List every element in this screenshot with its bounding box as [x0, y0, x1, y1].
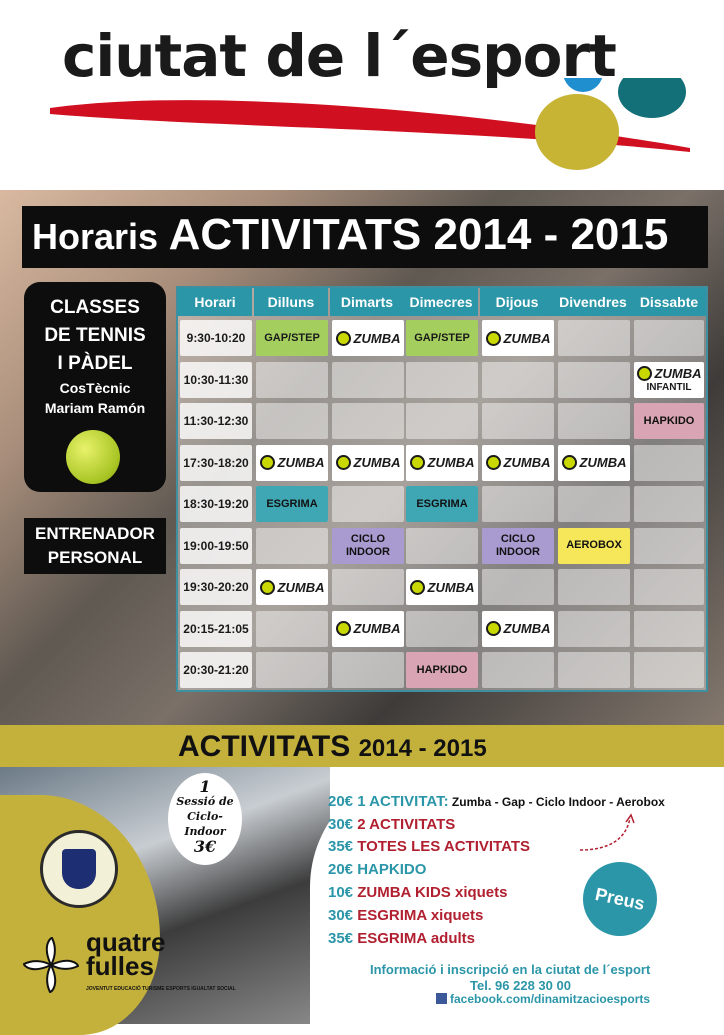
time-slot: 9:30-10:20 — [180, 320, 252, 356]
facebook-icon — [436, 993, 447, 1004]
activity-zumba — [256, 445, 328, 481]
header-dimecres: Dimecres — [404, 288, 478, 316]
schedule-cell — [332, 362, 404, 398]
time-slot: 10:30-11:30 — [180, 362, 252, 398]
header-dilluns: Dilluns — [254, 288, 328, 316]
header-dijous: Dijous — [480, 288, 554, 316]
price-row — [328, 816, 455, 833]
price-amount: 35€ — [328, 930, 358, 947]
price-amount: 10€ — [328, 884, 358, 901]
schedule-cell — [558, 611, 630, 647]
schedule-cell — [634, 652, 704, 688]
schedule-cell — [332, 652, 404, 688]
band-years: 2014 - 2015 — [358, 735, 487, 762]
page-title — [32, 210, 668, 260]
info-facebook[interactable]: facebook.com/dinamitzacioesports — [450, 992, 651, 1006]
quatre-line-2: fulles — [86, 951, 154, 981]
zumba-label: ZUMBA — [503, 330, 551, 346]
time-slot: 20:15-21:05 — [180, 611, 252, 647]
schedule-cell — [406, 528, 478, 564]
zumba-infantil-label: INFANTIL — [646, 381, 692, 393]
zumba-label: ZUMBA — [427, 455, 475, 470]
price-extra: Zumba - Gap - Ciclo Indoor - Aerobox — [448, 795, 665, 809]
trainer-line-1: ENTRENADOR — [35, 524, 155, 543]
activity-gap-step: GAP/STEP — [256, 320, 328, 356]
flower-logo-icon — [22, 936, 80, 994]
schedule-cell — [634, 528, 704, 564]
tennis-line-5: Mariam Ramón — [44, 400, 146, 416]
schedule-cell — [558, 486, 630, 522]
schedule-cell — [634, 611, 704, 647]
preus-badge: Preus — [576, 855, 664, 943]
logo-text: ciutat de l´esport — [62, 22, 616, 90]
activity-esgrima: ESGRIMA — [256, 486, 328, 522]
arrow-icon — [578, 812, 638, 856]
sessio-badge — [168, 773, 242, 865]
price-label: ESGRIMA xiquets — [357, 907, 484, 924]
price-row — [328, 930, 475, 947]
price-amount: 30€ — [328, 907, 358, 924]
zumba-logo-icon — [637, 366, 652, 381]
schedule-cell — [558, 320, 630, 356]
schedule-cell — [482, 569, 554, 605]
schedule-cell — [256, 403, 328, 439]
quatre-subtitle: JOVENTUT EDUCACIÓ TURISME ESPORTS IGUALTAT SOCIAL — [86, 986, 236, 992]
zumba-label: ZUMBA — [503, 621, 551, 636]
price-row — [328, 884, 508, 901]
schedule-cell — [256, 362, 328, 398]
schedule-cell — [482, 403, 554, 439]
price-amount: 30€ — [328, 816, 358, 833]
tennis-line-4: CosTècnic — [59, 380, 131, 396]
tennis-line-1: CLASSES — [50, 297, 140, 318]
title-main: ACTIVITATS — [168, 210, 422, 259]
activity-zumba — [406, 569, 478, 605]
zumba-logo-icon — [410, 455, 425, 470]
info-line-1: Informació i inscripció en la ciutat de l´esport — [370, 962, 651, 977]
activity-aerobox: AEROBOX — [558, 528, 630, 564]
zumba-label: ZUMBA — [353, 330, 401, 346]
activity-zumba — [332, 320, 404, 356]
time-slot: 17:30-18:20 — [180, 445, 252, 481]
quatre-line-1: quatre — [86, 927, 166, 957]
price-row — [328, 861, 426, 878]
schedule-cell — [558, 403, 630, 439]
time-slot: 11:30-12:30 — [180, 403, 252, 439]
time-slot: 19:30-20:20 — [180, 569, 252, 605]
zumba-label: ZUMBA — [353, 621, 401, 636]
activity-zumba — [332, 445, 404, 481]
info-phone: Tel. 96 228 30 00 — [470, 978, 571, 993]
activity-zumba — [482, 320, 554, 356]
price-label: ESGRIMA adults — [357, 930, 475, 947]
schedule-cell — [406, 362, 478, 398]
sessio-price: 3€ — [193, 837, 217, 856]
schedule-cell — [634, 486, 704, 522]
activity-esgrima: ESGRIMA — [406, 486, 478, 522]
zumba-label: ZUMBA — [353, 455, 401, 470]
time-slot: 20:30-21:20 — [180, 652, 252, 688]
zumba-logo-icon — [260, 455, 275, 470]
time-slot: 18:30-19:20 — [180, 486, 252, 522]
zumba-label: ZUMBA — [427, 579, 475, 595]
sessio-line-2: Ciclo-Indoor — [184, 810, 226, 838]
schedule-cell — [256, 652, 328, 688]
coat-of-arms-icon — [62, 849, 96, 889]
zumba-label: ZUMBA — [579, 455, 627, 470]
price-row — [328, 793, 665, 810]
activity-zumba — [332, 611, 404, 647]
zumba-label: ZUMBA — [654, 365, 702, 381]
zumba-logo-icon — [562, 455, 577, 470]
tennis-ball-icon — [66, 430, 120, 484]
activity-gap-step: GAP/STEP — [406, 320, 478, 356]
price-amount: 20€ — [328, 793, 358, 810]
zumba-label: ZUMBA — [277, 579, 325, 595]
zumba-logo-icon — [486, 455, 501, 470]
gold-blob — [535, 94, 619, 170]
tennis-line-2: DE TENNIS — [44, 325, 146, 346]
sessio-number: 1 — [199, 777, 211, 796]
zumba-logo-icon — [410, 580, 425, 595]
activity-zumba-infantil — [634, 362, 704, 398]
price-label: 2 ACTIVITATS — [357, 816, 456, 833]
trainer-box — [24, 518, 166, 574]
schedule-cell — [256, 611, 328, 647]
activity-zumba — [406, 445, 478, 481]
schedule-cell — [332, 403, 404, 439]
price-row — [328, 838, 530, 855]
zumba-logo-icon — [486, 331, 501, 346]
zumba-logo-icon — [336, 331, 351, 346]
activity-zumba — [256, 569, 328, 605]
logo-graphic — [40, 78, 700, 188]
trainer-line-2: PERSONAL — [47, 548, 143, 567]
zumba-logo-icon — [486, 621, 501, 636]
time-slot: 19:00-19:50 — [180, 528, 252, 564]
schedule-cell — [256, 528, 328, 564]
municipal-seal-icon — [40, 830, 118, 908]
header-dissabte: Dissabte — [632, 288, 706, 316]
zumba-label: ZUMBA — [503, 455, 551, 470]
schedule-cell — [482, 486, 554, 522]
band-main: ACTIVITATS — [178, 730, 351, 763]
activity-hapkido: HAPKIDO — [406, 652, 478, 688]
activity-zumba — [558, 445, 630, 481]
zumba-label: ZUMBA — [277, 455, 325, 470]
title-prefix: Horaris — [32, 216, 159, 257]
band-title — [178, 730, 487, 764]
activity-hapkido: HAPKIDO — [634, 403, 704, 439]
tennis-line-3: I PÀDEL — [57, 353, 133, 374]
schedule-cell — [332, 486, 404, 522]
header-divendres: Divendres — [554, 288, 632, 316]
schedule-cell — [634, 320, 704, 356]
schedule-table — [176, 286, 708, 692]
teal-dot — [618, 78, 686, 118]
price-amount: 35€ — [328, 838, 358, 855]
schedule-cell — [634, 569, 704, 605]
zumba-logo-icon — [260, 580, 275, 595]
schedule-cell — [558, 652, 630, 688]
schedule-cell — [332, 569, 404, 605]
schedule-cell — [406, 403, 478, 439]
activity-ciclo-indoor: CICLO INDOOR — [332, 528, 404, 564]
header-dimarts: Dimarts — [330, 288, 404, 316]
sessio-line-1: Sessió de — [176, 795, 234, 808]
zumba-logo-icon — [336, 621, 351, 636]
price-label: 1 ACTIVITAT: — [357, 793, 449, 810]
schedule-cell — [406, 611, 478, 647]
price-row — [328, 907, 483, 924]
schedule-cell — [482, 652, 554, 688]
schedule-cell — [558, 362, 630, 398]
schedule-cell — [634, 445, 704, 481]
activity-zumba — [482, 611, 554, 647]
blue-dot — [563, 78, 603, 92]
zumba-logo-icon — [336, 455, 351, 470]
price-amount: 20€ — [328, 861, 358, 878]
title-years: 2014 - 2015 — [433, 210, 669, 259]
price-label: ZUMBA KIDS xiquets — [357, 884, 508, 901]
schedule-cell — [482, 362, 554, 398]
header-horari: Horari — [178, 288, 252, 316]
price-label: HAPKIDO — [357, 861, 427, 878]
price-label: TOTES LES ACTIVITATS — [357, 838, 530, 855]
schedule-cell — [558, 569, 630, 605]
quatre-fulles-logo — [86, 927, 166, 981]
activity-zumba — [482, 445, 554, 481]
activity-ciclo-indoor: CICLO INDOOR — [482, 528, 554, 564]
